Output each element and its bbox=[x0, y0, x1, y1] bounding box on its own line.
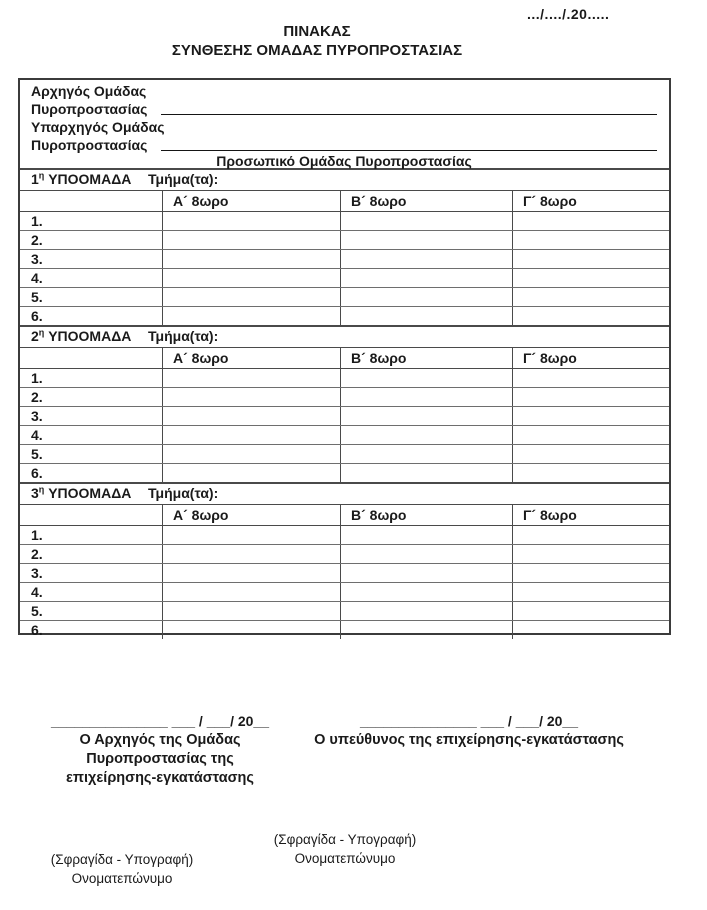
chief-name-field[interactable] bbox=[161, 104, 657, 115]
member-cell-shift-a[interactable] bbox=[162, 369, 340, 387]
shift-header-b: Β´ 8ωρο bbox=[340, 348, 512, 368]
member-cell-shift-a[interactable] bbox=[162, 388, 340, 406]
member-row bbox=[20, 425, 669, 444]
member-cell-shift-c[interactable] bbox=[512, 445, 669, 463]
shift-header-empty bbox=[20, 191, 162, 211]
row-number: 5. bbox=[31, 603, 43, 619]
chief-label-line-2 bbox=[31, 100, 657, 118]
member-row bbox=[20, 211, 669, 230]
subgroup-label: ΥΠΟΟΜΑΔΑ bbox=[48, 485, 132, 501]
subgroup-header-row bbox=[20, 484, 669, 504]
shift-header-b: Β´ 8ωρο bbox=[340, 505, 512, 525]
stamp-area-right bbox=[245, 830, 445, 868]
subgroup-ordinal-suffix: η bbox=[38, 327, 45, 338]
member-cell-shift-b[interactable] bbox=[340, 564, 512, 582]
subgroup-ordinal-suffix: η bbox=[38, 170, 45, 181]
signature-block-business-manager bbox=[290, 712, 648, 750]
deputy-label-line-1 bbox=[31, 118, 657, 136]
stamp-right-line-1: (Σφραγίδα - Υπογραφή) bbox=[273, 832, 417, 847]
member-cell-shift-b[interactable] bbox=[340, 583, 512, 601]
member-cell-shift-c[interactable] bbox=[512, 583, 669, 601]
department-label: Τμήμα(τα): bbox=[148, 171, 219, 187]
member-cell-shift-c[interactable] bbox=[512, 288, 669, 306]
shift-header-b: Β´ 8ωρο bbox=[340, 191, 512, 211]
row-number: 3. bbox=[31, 408, 43, 424]
member-cell-shift-b[interactable] bbox=[340, 369, 512, 387]
member-cell-shift-c[interactable] bbox=[512, 526, 669, 544]
personnel-heading: Προσωπικό Ομάδας Πυροπροστασίας bbox=[216, 153, 472, 169]
member-cell-shift-b[interactable] bbox=[340, 388, 512, 406]
subgroup-header-row bbox=[20, 170, 669, 190]
subgroup-section-2 bbox=[20, 325, 669, 482]
stamp-area-left bbox=[22, 850, 222, 888]
member-cell-shift-c[interactable] bbox=[512, 464, 669, 482]
subgroup-header-row bbox=[20, 327, 669, 347]
date-placeholder: .../..../.20..... bbox=[527, 6, 610, 22]
shift-header-a: Α´ 8ωρο bbox=[162, 505, 340, 525]
row-number: 1. bbox=[31, 527, 43, 543]
title-line-2: ΣΥΝΘΕΣΗΣ ΟΜΑΔΑΣ ΠΥΡΟΠΡΟΣΤΑΣΙΑΣ bbox=[171, 42, 463, 59]
subgroup-number: 1 bbox=[31, 171, 39, 187]
row-number: 3. bbox=[31, 251, 43, 267]
fire-protection-team-form bbox=[18, 78, 671, 638]
member-row bbox=[20, 287, 669, 306]
member-cell-shift-c[interactable] bbox=[512, 545, 669, 563]
member-cell-shift-c[interactable] bbox=[512, 250, 669, 268]
member-cell-shift-a[interactable] bbox=[162, 545, 340, 563]
row-number: 6. bbox=[31, 465, 43, 481]
member-row bbox=[20, 406, 669, 425]
subgroup-number: 3 bbox=[31, 485, 39, 501]
member-cell-shift-b[interactable] bbox=[340, 269, 512, 287]
member-cell-shift-a[interactable] bbox=[162, 445, 340, 463]
member-cell-shift-c[interactable] bbox=[512, 426, 669, 444]
member-cell-shift-b[interactable] bbox=[340, 212, 512, 230]
subgroup-section-1 bbox=[20, 168, 669, 325]
member-cell-shift-a[interactable] bbox=[162, 583, 340, 601]
member-cell-shift-a[interactable] bbox=[162, 564, 340, 582]
form-header bbox=[20, 80, 669, 168]
manager-signature-title: Ο υπεύθυνος της επιχείρησης-εγκατάστασης bbox=[314, 732, 624, 748]
shift-header-c: Γ´ 8ωρο bbox=[512, 505, 669, 525]
member-cell-shift-a[interactable] bbox=[162, 288, 340, 306]
row-number: 4. bbox=[31, 427, 43, 443]
member-row bbox=[20, 463, 669, 482]
row-number: 5. bbox=[31, 446, 43, 462]
member-cell-shift-a[interactable] bbox=[162, 602, 340, 620]
member-cell-shift-a[interactable] bbox=[162, 212, 340, 230]
member-row bbox=[20, 306, 669, 325]
member-cell-shift-b[interactable] bbox=[340, 621, 512, 639]
row-number: 2. bbox=[31, 232, 43, 248]
chief-label-line-1 bbox=[31, 82, 657, 100]
title-line-1: ΠΙΝΑΚΑΣ bbox=[283, 23, 351, 40]
member-cell-shift-c[interactable] bbox=[512, 269, 669, 287]
member-row bbox=[20, 525, 669, 544]
page-title bbox=[0, 22, 634, 60]
member-cell-shift-b[interactable] bbox=[340, 288, 512, 306]
chief-signature-title-2: Πυροπροστασίας της bbox=[86, 751, 234, 767]
member-cell-shift-b[interactable] bbox=[340, 464, 512, 482]
member-row bbox=[20, 249, 669, 268]
member-row bbox=[20, 544, 669, 563]
member-cell-shift-c[interactable] bbox=[512, 621, 669, 639]
shift-header-row bbox=[20, 190, 669, 211]
member-row bbox=[20, 563, 669, 582]
member-cell-shift-c[interactable] bbox=[512, 388, 669, 406]
deputy-name-field[interactable] bbox=[161, 140, 657, 151]
subgroup-label: ΥΠΟΟΜΑΔΑ bbox=[48, 171, 132, 187]
member-cell-shift-c[interactable] bbox=[512, 407, 669, 425]
stamp-left-line-2: Ονοματεπώνυμο bbox=[71, 871, 173, 886]
member-cell-shift-b[interactable] bbox=[340, 426, 512, 444]
member-cell-shift-a[interactable] bbox=[162, 250, 340, 268]
member-cell-shift-c[interactable] bbox=[512, 564, 669, 582]
member-cell-shift-b[interactable] bbox=[340, 407, 512, 425]
member-cell-shift-a[interactable] bbox=[162, 407, 340, 425]
member-row bbox=[20, 368, 669, 387]
signature-block-team-chief bbox=[30, 712, 290, 788]
shift-header-row bbox=[20, 504, 669, 525]
member-cell-shift-a[interactable] bbox=[162, 307, 340, 325]
subgroup-title bbox=[31, 328, 131, 344]
member-cell-shift-c[interactable] bbox=[512, 212, 669, 230]
shift-header-empty bbox=[20, 505, 162, 525]
row-number: 4. bbox=[31, 270, 43, 286]
member-cell-shift-c[interactable] bbox=[512, 307, 669, 325]
chief-signature-title-1: Ο Αρχηγός της Ομάδας bbox=[79, 732, 241, 748]
shift-header-c: Γ´ 8ωρο bbox=[512, 348, 669, 368]
member-cell-shift-a[interactable] bbox=[162, 526, 340, 544]
chief-signature-date-line[interactable]: _______________ ___ / ___/ 20__ bbox=[51, 713, 269, 729]
member-row bbox=[20, 582, 669, 601]
member-cell-shift-c[interactable] bbox=[512, 369, 669, 387]
row-number: 1. bbox=[31, 213, 43, 229]
deputy-label: Υπαρχηγός Ομάδας bbox=[31, 119, 165, 135]
row-number: 6. bbox=[31, 308, 43, 324]
shift-header-a: Α´ 8ωρο bbox=[162, 348, 340, 368]
manager-signature-date-line[interactable]: _______________ ___ / ___/ 20__ bbox=[360, 713, 578, 729]
member-cell-shift-a[interactable] bbox=[162, 426, 340, 444]
stamp-left-line-1: (Σφραγίδα - Υπογραφή) bbox=[50, 852, 194, 867]
row-number: 2. bbox=[31, 546, 43, 562]
row-number: 4. bbox=[31, 584, 43, 600]
subgroup-sections bbox=[20, 168, 669, 639]
member-row bbox=[20, 387, 669, 406]
member-cell-shift-b[interactable] bbox=[340, 307, 512, 325]
shift-header-empty bbox=[20, 348, 162, 368]
member-cell-shift-b[interactable] bbox=[340, 545, 512, 563]
member-row bbox=[20, 230, 669, 249]
member-row bbox=[20, 444, 669, 463]
subgroup-number: 2 bbox=[31, 328, 39, 344]
member-row bbox=[20, 620, 669, 639]
member-cell-shift-b[interactable] bbox=[340, 250, 512, 268]
member-cell-shift-a[interactable] bbox=[162, 621, 340, 639]
subgroup-label: ΥΠΟΟΜΑΔΑ bbox=[48, 328, 132, 344]
row-number: 6. bbox=[31, 622, 43, 638]
member-cell-shift-b[interactable] bbox=[340, 445, 512, 463]
member-cell-shift-c[interactable] bbox=[512, 231, 669, 249]
member-cell-shift-c[interactable] bbox=[512, 602, 669, 620]
deputy-label-line-2 bbox=[31, 136, 657, 154]
chief-label-cont: Πυροπροστασίας bbox=[31, 101, 148, 117]
row-number: 2. bbox=[31, 389, 43, 405]
shift-header-a: Α´ 8ωρο bbox=[162, 191, 340, 211]
member-row bbox=[20, 268, 669, 287]
chief-label: Αρχηγός Ομάδας bbox=[31, 83, 147, 99]
chief-signature-title-3: επιχείρησης-εγκατάστασης bbox=[66, 770, 254, 786]
member-cell-shift-b[interactable] bbox=[340, 231, 512, 249]
shift-header-row bbox=[20, 347, 669, 368]
member-cell-shift-a[interactable] bbox=[162, 231, 340, 249]
row-number: 5. bbox=[31, 289, 43, 305]
row-number: 3. bbox=[31, 565, 43, 581]
subgroup-title bbox=[31, 171, 131, 187]
shift-header-c: Γ´ 8ωρο bbox=[512, 191, 669, 211]
subgroup-title bbox=[31, 485, 131, 501]
member-cell-shift-a[interactable] bbox=[162, 464, 340, 482]
department-label: Τμήμα(τα): bbox=[148, 328, 219, 344]
member-cell-shift-b[interactable] bbox=[340, 526, 512, 544]
department-label: Τμήμα(τα): bbox=[148, 485, 219, 501]
deputy-label-cont: Πυροπροστασίας bbox=[31, 137, 148, 153]
member-cell-shift-a[interactable] bbox=[162, 269, 340, 287]
stamp-right-line-2: Ονοματεπώνυμο bbox=[294, 851, 396, 866]
subgroup-ordinal-suffix: η bbox=[38, 484, 45, 495]
member-cell-shift-b[interactable] bbox=[340, 602, 512, 620]
row-number: 1. bbox=[31, 370, 43, 386]
member-row bbox=[20, 601, 669, 620]
subgroup-section-3 bbox=[20, 482, 669, 639]
